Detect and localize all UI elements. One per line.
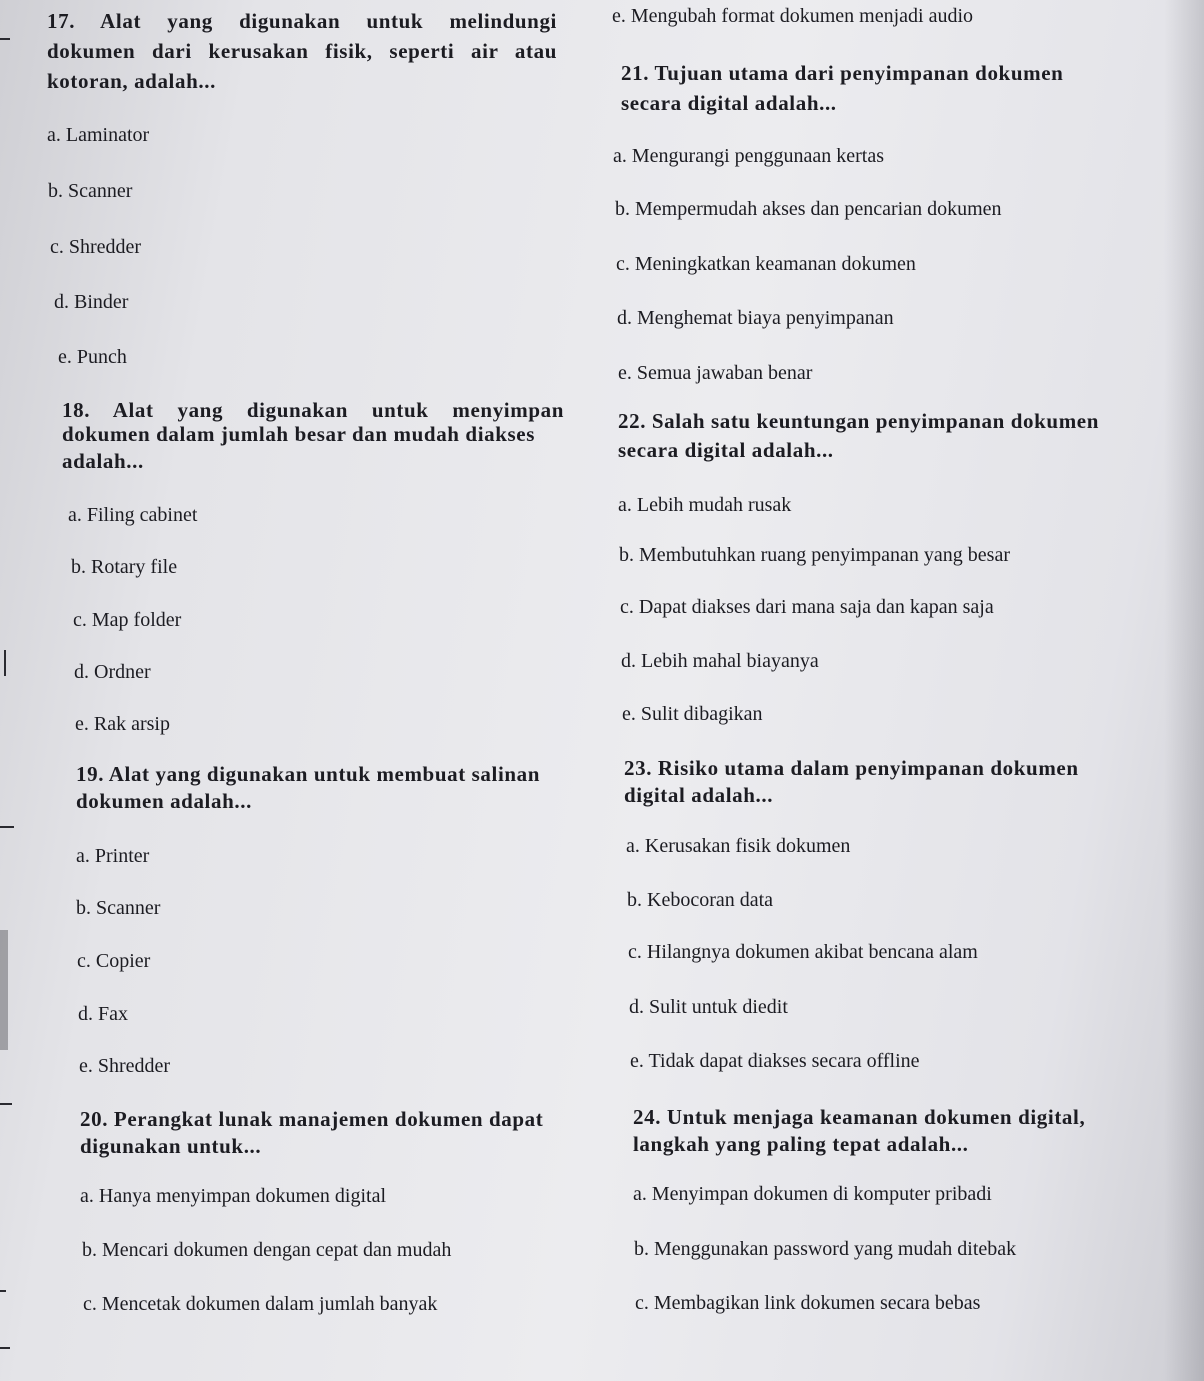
question-19 [76, 761, 576, 815]
question-line: dokumen adalah... [76, 789, 252, 813]
option-18c: c. Map folder [73, 609, 182, 631]
option-19d: d. Fax [78, 1003, 128, 1025]
option-19a: a. Printer [76, 845, 150, 867]
option-24c: c. Membagikan link dokumen secara bebas [635, 1292, 981, 1314]
question-line: 20. Perangkat lunak manajemen dokumen dapat [80, 1107, 544, 1131]
question-21 [621, 60, 1141, 117]
option-20b: b. Mencari dokumen dengan cepat dan mudah [82, 1239, 452, 1261]
question-line: 21. Tujuan utama dari penyimpanan dokumen [621, 61, 1064, 85]
option-24b: b. Menggunakan password yang mudah ditebak [634, 1238, 1017, 1260]
option-23b: b. Kebocoran data [627, 889, 774, 911]
option-17c: c. Shredder [50, 236, 142, 258]
question-17 [47, 8, 557, 95]
question-line: dokumen dalam jumlah besar dan mudah diakses [62, 422, 535, 446]
option-23d: d. Sulit untuk diedit [629, 996, 788, 1018]
option-17d: d. Binder [54, 291, 129, 313]
option-17e: e. Punch [58, 346, 127, 368]
option-23c: c. Hilangnya dokumen akibat bencana alam [628, 941, 978, 963]
option-24a: a. Menyimpan dokumen di komputer pribadi [633, 1183, 992, 1205]
margin-mark [4, 650, 6, 676]
option-20a: a. Hanya menyimpan dokumen digital [80, 1185, 387, 1207]
question-24 [633, 1104, 1153, 1158]
question-23 [624, 755, 1134, 809]
question-line: 19. Alat yang digunakan untuk membuat salinan [76, 762, 541, 786]
option-23e: e. Tidak dapat diakses secara offline [630, 1050, 920, 1072]
margin-mark [0, 1290, 6, 1292]
question-line: 24. Untuk menjaga keamanan dokumen digital, [633, 1105, 1086, 1129]
option-17a: a. Laminator [47, 124, 150, 146]
question-line: langkah yang paling tepat adalah... [633, 1132, 969, 1156]
question-line: dokumen dari kerusakan fisik, seperti air atau [47, 39, 557, 63]
question-line: 22. Salah satu keuntungan penyimpanan dokumen [618, 409, 1100, 433]
option-19c: c. Copier [77, 950, 151, 972]
margin-mark [0, 930, 8, 1050]
question-line: 17. Alat yang digunakan untuk melindungi [47, 9, 557, 33]
question-line: 23. Risiko utama dalam penyimpanan dokumen [624, 756, 1079, 780]
option-21a: a. Mengurangi penggunaan kertas [613, 145, 885, 167]
question-line: digital adalah... [624, 783, 774, 807]
option-21d: d. Menghemat biaya penyimpanan [617, 307, 894, 329]
question-18 [62, 397, 564, 475]
option-18d: d. Ordner [74, 661, 151, 683]
option-20e: e. Mengubah format dokumen menjadi audio [612, 5, 974, 27]
option-22e: e. Sulit dibagikan [622, 703, 763, 725]
question-20 [80, 1106, 580, 1160]
option-18b: b. Rotary file [71, 556, 178, 578]
option-22b: b. Membutuhkan ruang penyimpanan yang besar [619, 544, 1011, 566]
margin-mark [0, 38, 10, 40]
option-21c: c. Meningkatkan keamanan dokumen [616, 253, 916, 275]
option-17b: b. Scanner [48, 180, 133, 202]
question-line: secara digital adalah... [618, 438, 834, 462]
option-18e: e. Rak arsip [75, 713, 170, 735]
option-19e: e. Shredder [79, 1055, 171, 1077]
option-21b: b. Mempermudah akses dan pencarian dokumen [615, 198, 1002, 220]
question-line: 18. Alat yang digunakan untuk menyimpan [62, 398, 564, 422]
margin-mark [0, 1347, 10, 1349]
option-18a: a. Filing cabinet [68, 504, 198, 526]
question-22 [618, 408, 1138, 464]
page-edge-shadow [1164, 0, 1204, 1381]
option-23a: a. Kerusakan fisik dokumen [626, 835, 851, 857]
option-20c: c. Mencetak dokumen dalam jumlah banyak [83, 1293, 438, 1315]
question-line: digunakan untuk... [80, 1134, 262, 1158]
margin-mark [0, 826, 14, 828]
option-22a: a. Lebih mudah rusak [618, 494, 792, 516]
option-22c: c. Dapat diakses dari mana saja dan kapan saja [620, 596, 994, 618]
option-19b: b. Scanner [76, 897, 161, 919]
question-line: adalah... [62, 449, 144, 473]
option-21e: e. Semua jawaban benar [618, 362, 813, 384]
question-line: secara digital adalah... [621, 91, 837, 115]
option-22d: d. Lebih mahal biayanya [621, 650, 819, 672]
question-line: kotoran, adalah... [47, 69, 216, 93]
margin-mark [0, 1103, 12, 1105]
